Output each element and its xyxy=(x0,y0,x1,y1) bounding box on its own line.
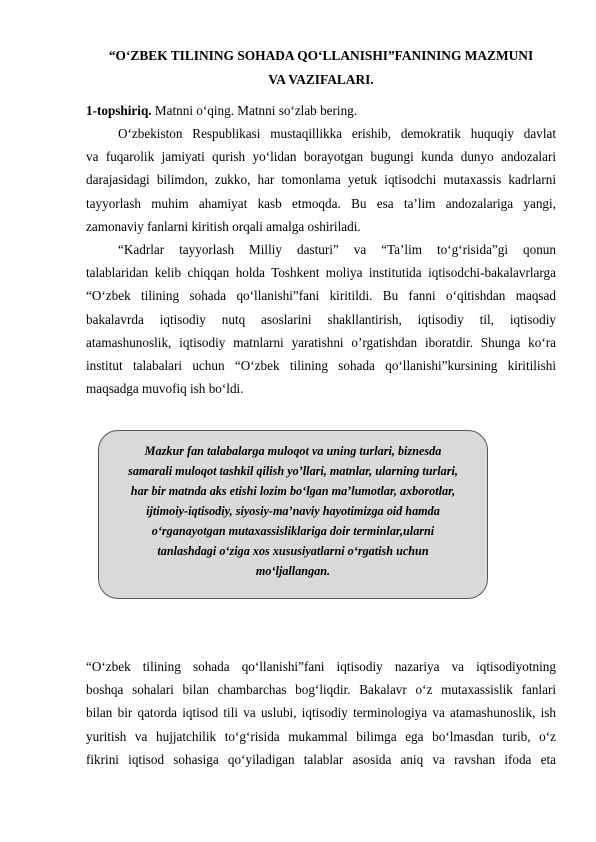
paragraph-line: atamashunoslik, iqtisodiy matnlarni yaratishni o’rgatishdan iboratdir. Shunga ko‘ra xyxy=(86,334,556,350)
paragraph-line: fikrini iqtisod sohasiga qo‘yiladigan talablar asosida aniq va ravshan ifoda eta xyxy=(86,751,556,767)
paragraph-line: “O‘zbek tilining sohada qo‘llanishi”fani iqtisodiy nazariya va iqtisodiyotning xyxy=(86,659,556,674)
title-line-2: VA VAZIFALARI. xyxy=(268,72,374,87)
task-instruction xyxy=(86,99,556,123)
paragraph-line: tayyorlash muhim ahamiyat kasb etmoqda. Bu esa ta’lim andozalariga yangi, xyxy=(86,195,556,211)
paragraph-1 xyxy=(86,122,556,238)
task-label: 1-topshiriq. xyxy=(86,103,152,118)
paragraph-line: zamonaviy fanlarni kiritish orqali amalga oshiriladi. xyxy=(86,218,361,234)
callout-line: o‘rganayotgan mutaxassisliklariga doir terminlar,ularni xyxy=(151,524,435,538)
callout-line: Mazkur fan talabalarga muloqot va uning turlari, biznesda xyxy=(144,444,442,458)
paragraph-line: va fuqarolik jamiyati qurish yo‘lidan borayotgan bugungi kunda dunyo andozalari xyxy=(86,149,556,165)
callout-box xyxy=(98,430,488,599)
paragraph-line: “Kadrlar tayyorlash Milliy dasturi” va “Ta’lim to‘g‘risida”gi qonun xyxy=(118,242,556,257)
paragraph-2 xyxy=(86,238,556,400)
paragraph-line: boshqa sohalari bilan chambarchas bog‘liqdir. Bakalavr o‘z mutaxassislik fanlari xyxy=(86,682,556,698)
paragraph-line: maqsadga muvofiq ish bo‘ldi. xyxy=(86,381,244,397)
paragraph-3 xyxy=(86,655,556,771)
title-line-1: “O‘ZBEK TILINING SOHADA QO‘LLANISHI”FANINING MAZMUNI xyxy=(108,48,534,63)
paragraph-line: darajasidagi bilimdon, zukko, har tomonlama yetuk iqtisodchi mutaxassis kadrlarni xyxy=(86,172,556,188)
paragraph-line: institut talabalari uchun “O‘zbek tilining sohada qo‘llanishi”kursining kiritilishi xyxy=(86,357,556,373)
paragraph-line: bilan bir qatorda iqtisod tili va uslubi, iqtisodiy terminologiya va atamashunoslik, ish xyxy=(86,705,556,721)
task-text: Matnni o‘qing. Matnni so‘zlab bering. xyxy=(151,103,358,118)
callout-line: ijtimoiy-iqtisodiy, siyosiy-ma’naviy hayotimizga oid hamda xyxy=(146,504,440,518)
paragraph-line: bakalavrda iqtisodiy nutq asoslarini shakllantirish, iqtisodiy til, iqtisodiy xyxy=(86,311,556,327)
callout-line: tanlashdagi o‘ziga xos xususiyatlarni o‘rgatish uchun xyxy=(157,544,429,558)
callout-line: har bir matnda aks etishi lozim bo‘lgan ma’lumotlar, axborotlar, xyxy=(130,484,456,498)
paragraph-line: O‘zbekiston Respublikasi mustaqillikka erishib, demokratik huquqiy davlat xyxy=(118,126,556,141)
paragraph-line: “O‘zbek tilining sohada qo‘llanishi”fani kiritildi. Bu fanni o‘qitishdan maqsad xyxy=(86,288,556,304)
document-title xyxy=(86,44,556,92)
paragraph-line: yuritish va hujjatchilik to‘g‘risida mukammal bilimga ega bo‘lmasdan turib, o‘z xyxy=(86,728,556,744)
callout-text xyxy=(99,441,487,581)
callout-line: samarali muloqot tashkil qilish yo’llari, matnlar, ularning turlari, xyxy=(128,464,458,478)
callout-line: mo‘ljallangan. xyxy=(255,564,331,578)
paragraph-line: talablaridan kelib chiqqan holda Toshkent moliya institutida iqtisodchi-bakalavrlarga xyxy=(86,265,556,281)
